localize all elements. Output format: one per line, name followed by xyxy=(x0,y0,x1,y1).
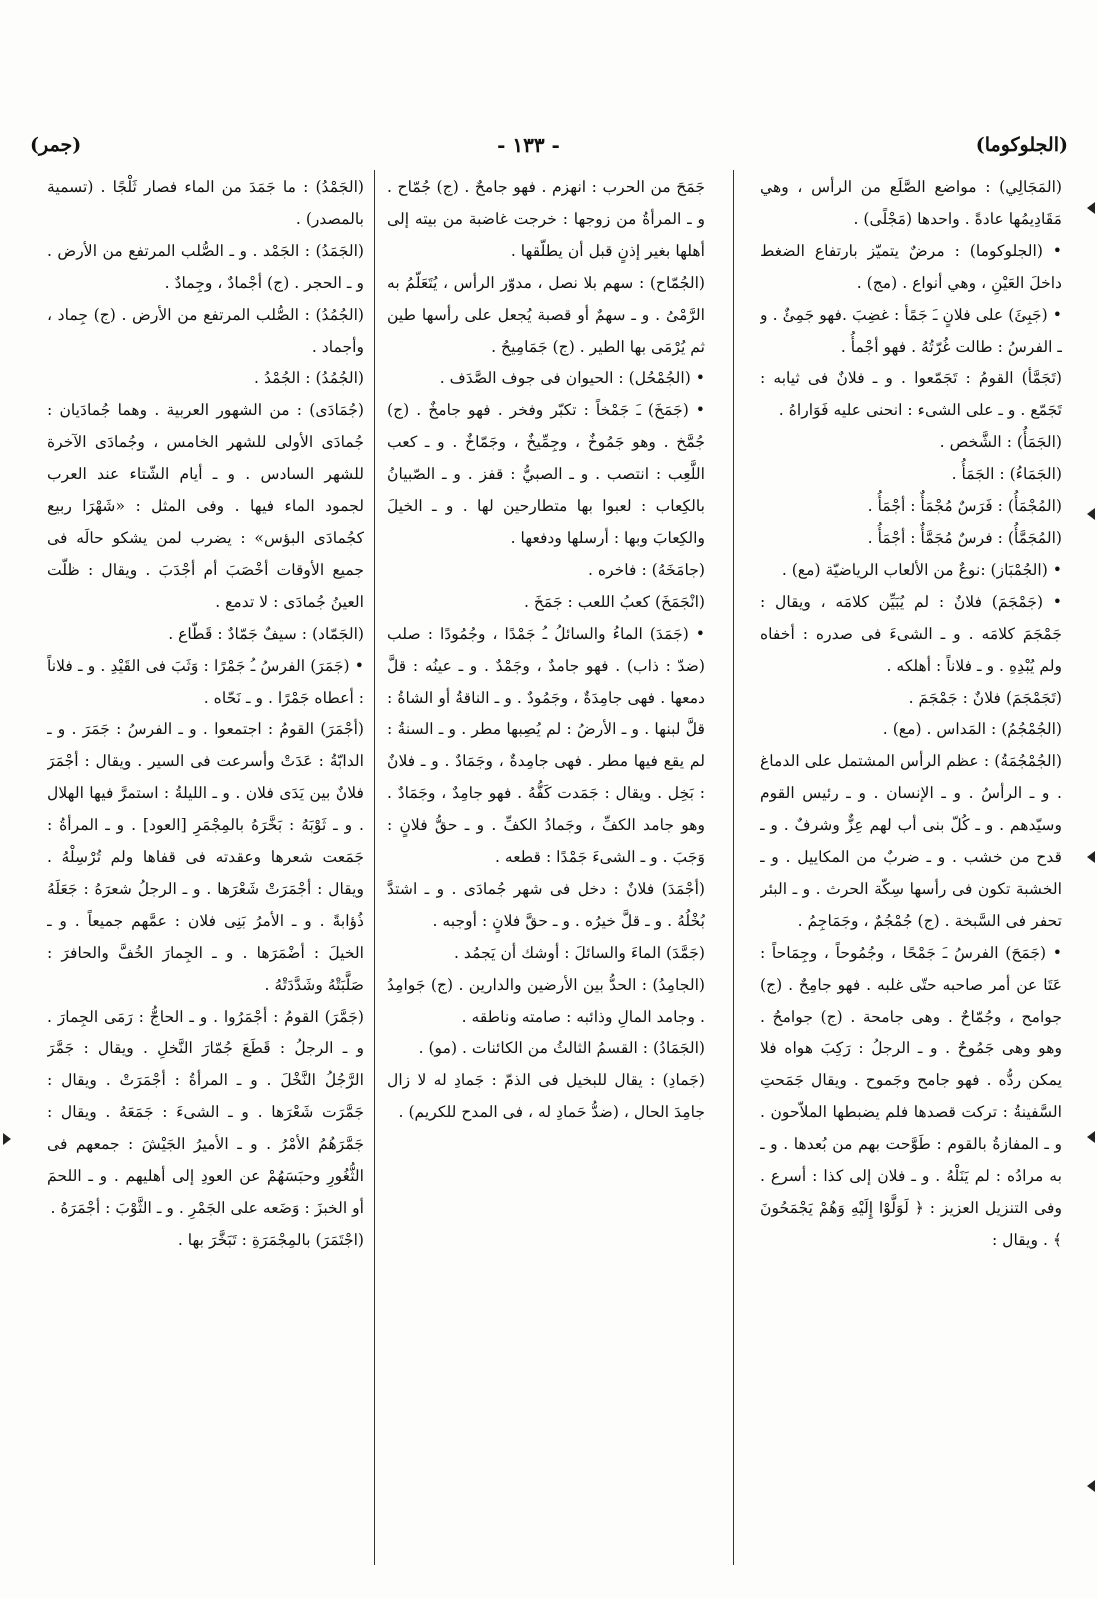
entry-paragraph: (انْجَمَخَ) كعبُ اللعب : جَمَخَ . xyxy=(523,592,705,611)
entry-paragraph: • (جَمَحَ) الفرسُ ـَ جَمْحًا ، وجُمُوحاً ، وجِمَاحاً : عَتَا عن أمر صاحبه حتّى غلبه . فهو جامِحٌ . (ج) جوامح ، وجُمّاحٌ . وهى جامحة . (ج) جوامحُ . وهو وهى جَمُوحٌ . و ـ الرجلُ : رَكِبَ هواه فلا يمكن ردُّه . فهو جامح وجَموح . ويقال جَمَحتِ السَّفينةُ : تركت قصدها فلم يضبطها الملاّحون . و ـ المفازةُ بالقوم : طَوَّحت بهم من بُعدها . و ـ به مرادُه : لم يَنَلْهُ . و ـ فلان إلى كذا : أسرع . وفى التنزيل العزيز : ﴿ لَوَلَّوْا إِلَيْهِ وَهُمْ يَجْمَحُونَ ﴾ . ويقال : xyxy=(760,943,1062,1249)
column-divider-right xyxy=(733,170,734,1565)
entry-paragraph: • (جَمَرَ) الفرسُ ـُ جَمْرًا : وَثَبَ فى القَيْدِ . و ـ فلاناً : أعطاه جَمْرًا . و ـ نَحّاه . xyxy=(47,656,364,707)
entry-paragraph: (الجَمَدُ) : الجَمْد . و ـ الصُّلب المرتفع من الأرض . و ـ الحجر . (ج) أجْمادٌ ، وجِمادٌ . xyxy=(47,241,364,292)
entry-paragraph: (الجَمّاد) : سيفٌ جَمّادٌ : قَطّاع . xyxy=(168,624,364,643)
entry-paragraph: • (الجُمْحُل) : الحيوان فى جوف الصَّدَف . xyxy=(439,369,705,388)
entry-paragraph: (جَمَّرَ) القومُ : أجْمَرُوا . و ـ الحاجُّ : رَمَى الجِمارَ . و ـ الرجلُ : قَطَعَ جُمّارَ النَّخلِ . ويقال : جَمَّرَ الرَّجُلُ النَّخْلَ . و ـ المرأةُ : أجْمَرَتْ . ويقال : جَمَّرَت شَعْرَها . و ـ الشىءَ : جَمَعَهُ . ويقال : جَمَّرَهُمُ الأمْرُ . و ـ الأميرُ الجَيْشَ : جمعهم فى الثُّغُورِ وحبَسَهُمْ عن العودِ إلى أهليهم . و ـ اللحمَ أو الخبزَ : وَضَعه على الجَمْرِ . و ـ الثَّوْبَ : أجْمَرَهُ . xyxy=(47,1007,364,1217)
entry-paragraph: (جَمَّدَ) الماءَ والسائلَ : أوشك أن يَجمُد . xyxy=(454,943,705,962)
page-number: - ١٣٣ - xyxy=(497,133,560,157)
entry-paragraph: (الجَمَاءُ) : الجَمَأُ . xyxy=(951,465,1062,484)
margin-mark-icon xyxy=(1087,851,1095,863)
entry-paragraph: (الجُمْجُمَةُ) : عظم الرأس المشتمل على الدماغ . و ـ الرأسُ . و ـ الإنسان . و ـ رئيس القوم وسيّدهم . و ـ كُلّ بنى أب لهم عِزٌّ وشرفٌ . و ـ قدح من خشب . و ـ ضربٌ من المكاييل . و ـ الخشبة تكون فى رأسها سِكّة الحرث . و ـ البئر تحفر فى السَّبخة . (ج) جُمْجُمٌ ، وجَمَاجِمُ . xyxy=(760,752,1062,930)
entry-paragraph: (جُمَادَى) : من الشهور العربية . وهما جُمادَيان : جُمادَى الأولى للشهر الخامس ، وجُمادَى الآخرة للشهر السادس . و ـ أيام الشّتاء عند العرب لجمود الماء فيها . وفى المثل : «شَهْرَا ربيع كجُمادَى البؤس» : يضرب لمن يشكو حالَه فى جميع الأوقات أخْصَبَ أم أجْدَبَ . ويقال : ظلّت العينُ جُمادَى : لا تدمع . xyxy=(47,401,364,611)
entry-paragraph: (الجَمَأُ) : الشَّخص . xyxy=(939,433,1062,452)
margin-mark-icon xyxy=(1087,202,1095,214)
right-column xyxy=(760,172,1062,1567)
entry-paragraph: (اجْتَمَرَ) بالمِجْمَرَةِ : تَبَخَّرَ بها . xyxy=(177,1230,364,1249)
entry-paragraph: • (الجلوكوما) : مرضٌ يتميّز بارتفاع الضغط داخلَ العَيْنِ ، وهي أنواع . (مج) . xyxy=(760,241,1062,292)
entry-paragraph: (الجُمُدُ) : الصُّلب المرتفع من الأرض . (ج) جِماد ، وأجماد . xyxy=(47,305,364,356)
entry-paragraph: • (جَبِئَ) على فلانٍ ـَ جَمًأ : غضِبَ .فهو جَمِئٌ . و ـ الفرسُ : طالت غُرّتُهُ . فهو أجْمأُ . xyxy=(760,305,1062,356)
column-divider-left xyxy=(374,170,375,1565)
margin-mark-icon xyxy=(1087,508,1095,520)
margin-mark-icon xyxy=(1087,1480,1095,1492)
entry-paragraph: (جامَخَهُ) : فاخره . xyxy=(587,560,705,579)
entry-paragraph: (تَجَمْجَمَ) فلانٌ : جَمْجَمَ . xyxy=(908,688,1062,707)
entry-paragraph: (الجُمّاح) : سهم بلا نصل ، مدوّر الرأس ، يُتَعَلّمُ به الرَّمْىُ . و ـ سهمٌ أو قصبة يُجعل على رأسها طين ثم يُرْمَى بها الطير . (ج) جَمَامِيحُ . xyxy=(387,273,705,356)
entry-paragraph: • (جَمْجَمَ) فلانٌ : لم يُبَيِّن كلامَه ، ويقال : جَمْجَمَ كلامَه . و ـ الشىءَ فى صدره : أخفاه ولم يُبْدِهِ . و ـ فلاناً : أهلكه . xyxy=(760,592,1062,675)
entry-paragraph: جَمَحَ من الحرب : انهزم . فهو جامحٌ . (ج) جُمّاح . و ـ المرأةُ من زوجها : خرجت غاضبة من بيته إلى أهلها بغير إذنٍ قبل أن يطلّقها . xyxy=(387,178,705,260)
entry-paragraph: • (الجُمْبَاز) :نوعٌ من الألعاب الرياضيّة (مع) . xyxy=(781,560,1062,579)
left-column-guide-word: (جمر) xyxy=(30,134,82,156)
margin-mark-icon xyxy=(1087,1131,1095,1143)
entry-paragraph: (أجْمَدَ) فلانٌ : دخل فى شهر جُمادَى . و ـ اشتدَّ بُخْلُهُ . و ـ قلَّ خيرُه . و ـ حقَّ فلانٍ : أوجبه . xyxy=(387,879,705,930)
middle-column xyxy=(387,172,705,1567)
right-column-guide-word: (الجلوكوما) xyxy=(975,134,1068,156)
page-header xyxy=(30,128,1068,162)
entry-paragraph: (جَمادِ) : يقال للبخيل فى الذمّ : جَمادِ له لا زال جامِدَ الحال ، (ضدُّ حَمادِ له ، فى المدح للكريم) . xyxy=(387,1071,705,1122)
entry-paragraph: (المَجَالِي) : مواضع الصَّلَع من الرأس ، وهي مَقَادِيمُها عادةً . واحدها (مَجْلًى) . xyxy=(760,178,1062,228)
entry-paragraph: • (جَمَدَ) الماءُ والسائلُ ـُ جَمْدًا ، وجُمُودًا : صلب (ضدّ : ذاب) . فهو جامدٌ ، وجَمْدٌ . و ـ عينُه : قلَّ دمعها . فهى جامِدَةٌ ، وجَمُودٌ . و ـ الناقةُ أو الشاةُ : قلَّ لبنها . و ـ الأرضُ : لم يُصِبها مطر . و ـ السنةُ : لم يقع فيها مطر . فهى جامِدةٌ ، وجَمَادٌ . و ـ فلانٌ : بَخِل . ويقال : جَمَدت كَفُّهُ . فهو جامِدٌ ، وجَمَادٌ . وهو جامد الكفِّ ، وجَمادُ الكفِّ . و ـ حقُّ فلانٍ : وَجَبَ . و ـ الشىءَ جَمْدًا : قطعه . xyxy=(387,624,705,867)
entry-paragraph: (المُجْمَأُ) : فَرَسٌ مُجْمَأٌ : أجْمَأُ . xyxy=(867,497,1062,516)
entry-paragraph: (المُجَمَّأُ) : فرسٌ مُجَمَّأٌ : أجْمَأُ . xyxy=(867,528,1062,547)
entry-paragraph: (تَجَمَّأ) القومُ : تَجَمّعوا . و ـ فلانٌ فى ثيابه : تَجَمّع . و ـ على الشىء : انحنى عليه فَوَاراهُ . xyxy=(760,369,1062,420)
entry-paragraph: (الجَمَادُ) : القسمُ الثالثُ من الكائنات . (مو) . xyxy=(418,1039,705,1058)
entry-paragraph: (أجْمَرَ) القومُ : اجتمعوا . و ـ الفرسُ : جَمَرَ . و ـ الدابّةُ : عَدَتْ وأسرعت فى السير . ويقال : أجْمَرَ فلانٌ بين يَدَى فلان . و ـ الليلةُ : استمرَّ فيها الهلال . و ـ ثَوْبَهُ : بَخَّرَهُ بالمِجْمَرِ [العود] . و ـ المرأةُ : جَمَعت شعرها وعقدته فى قفاها ولم تُرْسِلْهُ . ويقال : أجْمَرَتْ شَعْرَها . و ـ الرجلُ شعرَهُ : جَعَلَهُ ذُؤابةً . و ـ الأمرُ بَنِى فلان : عمَّهم جميعاً . و ـ الخيلَ : أضْمَرَها . و ـ الجِمارَ الخُفَّ والحافرَ : صَلَّبَتْهُ وشَدَّدَتْهُ . xyxy=(47,720,364,994)
entry-paragraph: (الجُمْجُمُ) : المَداس . (مع) . xyxy=(882,720,1062,739)
entry-paragraph: • (جَمَخَ) ـَ جَمْخاً : تكبّر وفخر . فهو جامخٌ . (ج) جُمَّخ . وهو جَمُوخٌ ، وجِمِّيخٌ ، وجَمّاخٌ . و ـ كعب اللَّعِب : انتصب . و ـ الصبيُّ : قفز . و ـ الصّبيانُ بالكِعاب : لعبوا بها متطارحين لها . و ـ الخيلَ والكِعابَ وبها : أرسلها ودفعها . xyxy=(387,401,705,547)
entry-paragraph: (الجَمْدُ) : ما جَمَدَ من الماء فصار ثَلْجًا . (تسمية بالمصدر) . xyxy=(47,178,364,228)
entry-paragraph: (الجامِدُ) : الحدُّ بين الأرضين والدارين . (ج) جَوامِدُ . وجامد المالِ وذائبه : صامته وناطقه . xyxy=(387,975,705,1026)
left-column xyxy=(47,172,364,1567)
margin-mark-icon xyxy=(3,1133,11,1145)
entry-paragraph: (الجُمُدُ) : الجُمْدُ . xyxy=(254,369,364,388)
